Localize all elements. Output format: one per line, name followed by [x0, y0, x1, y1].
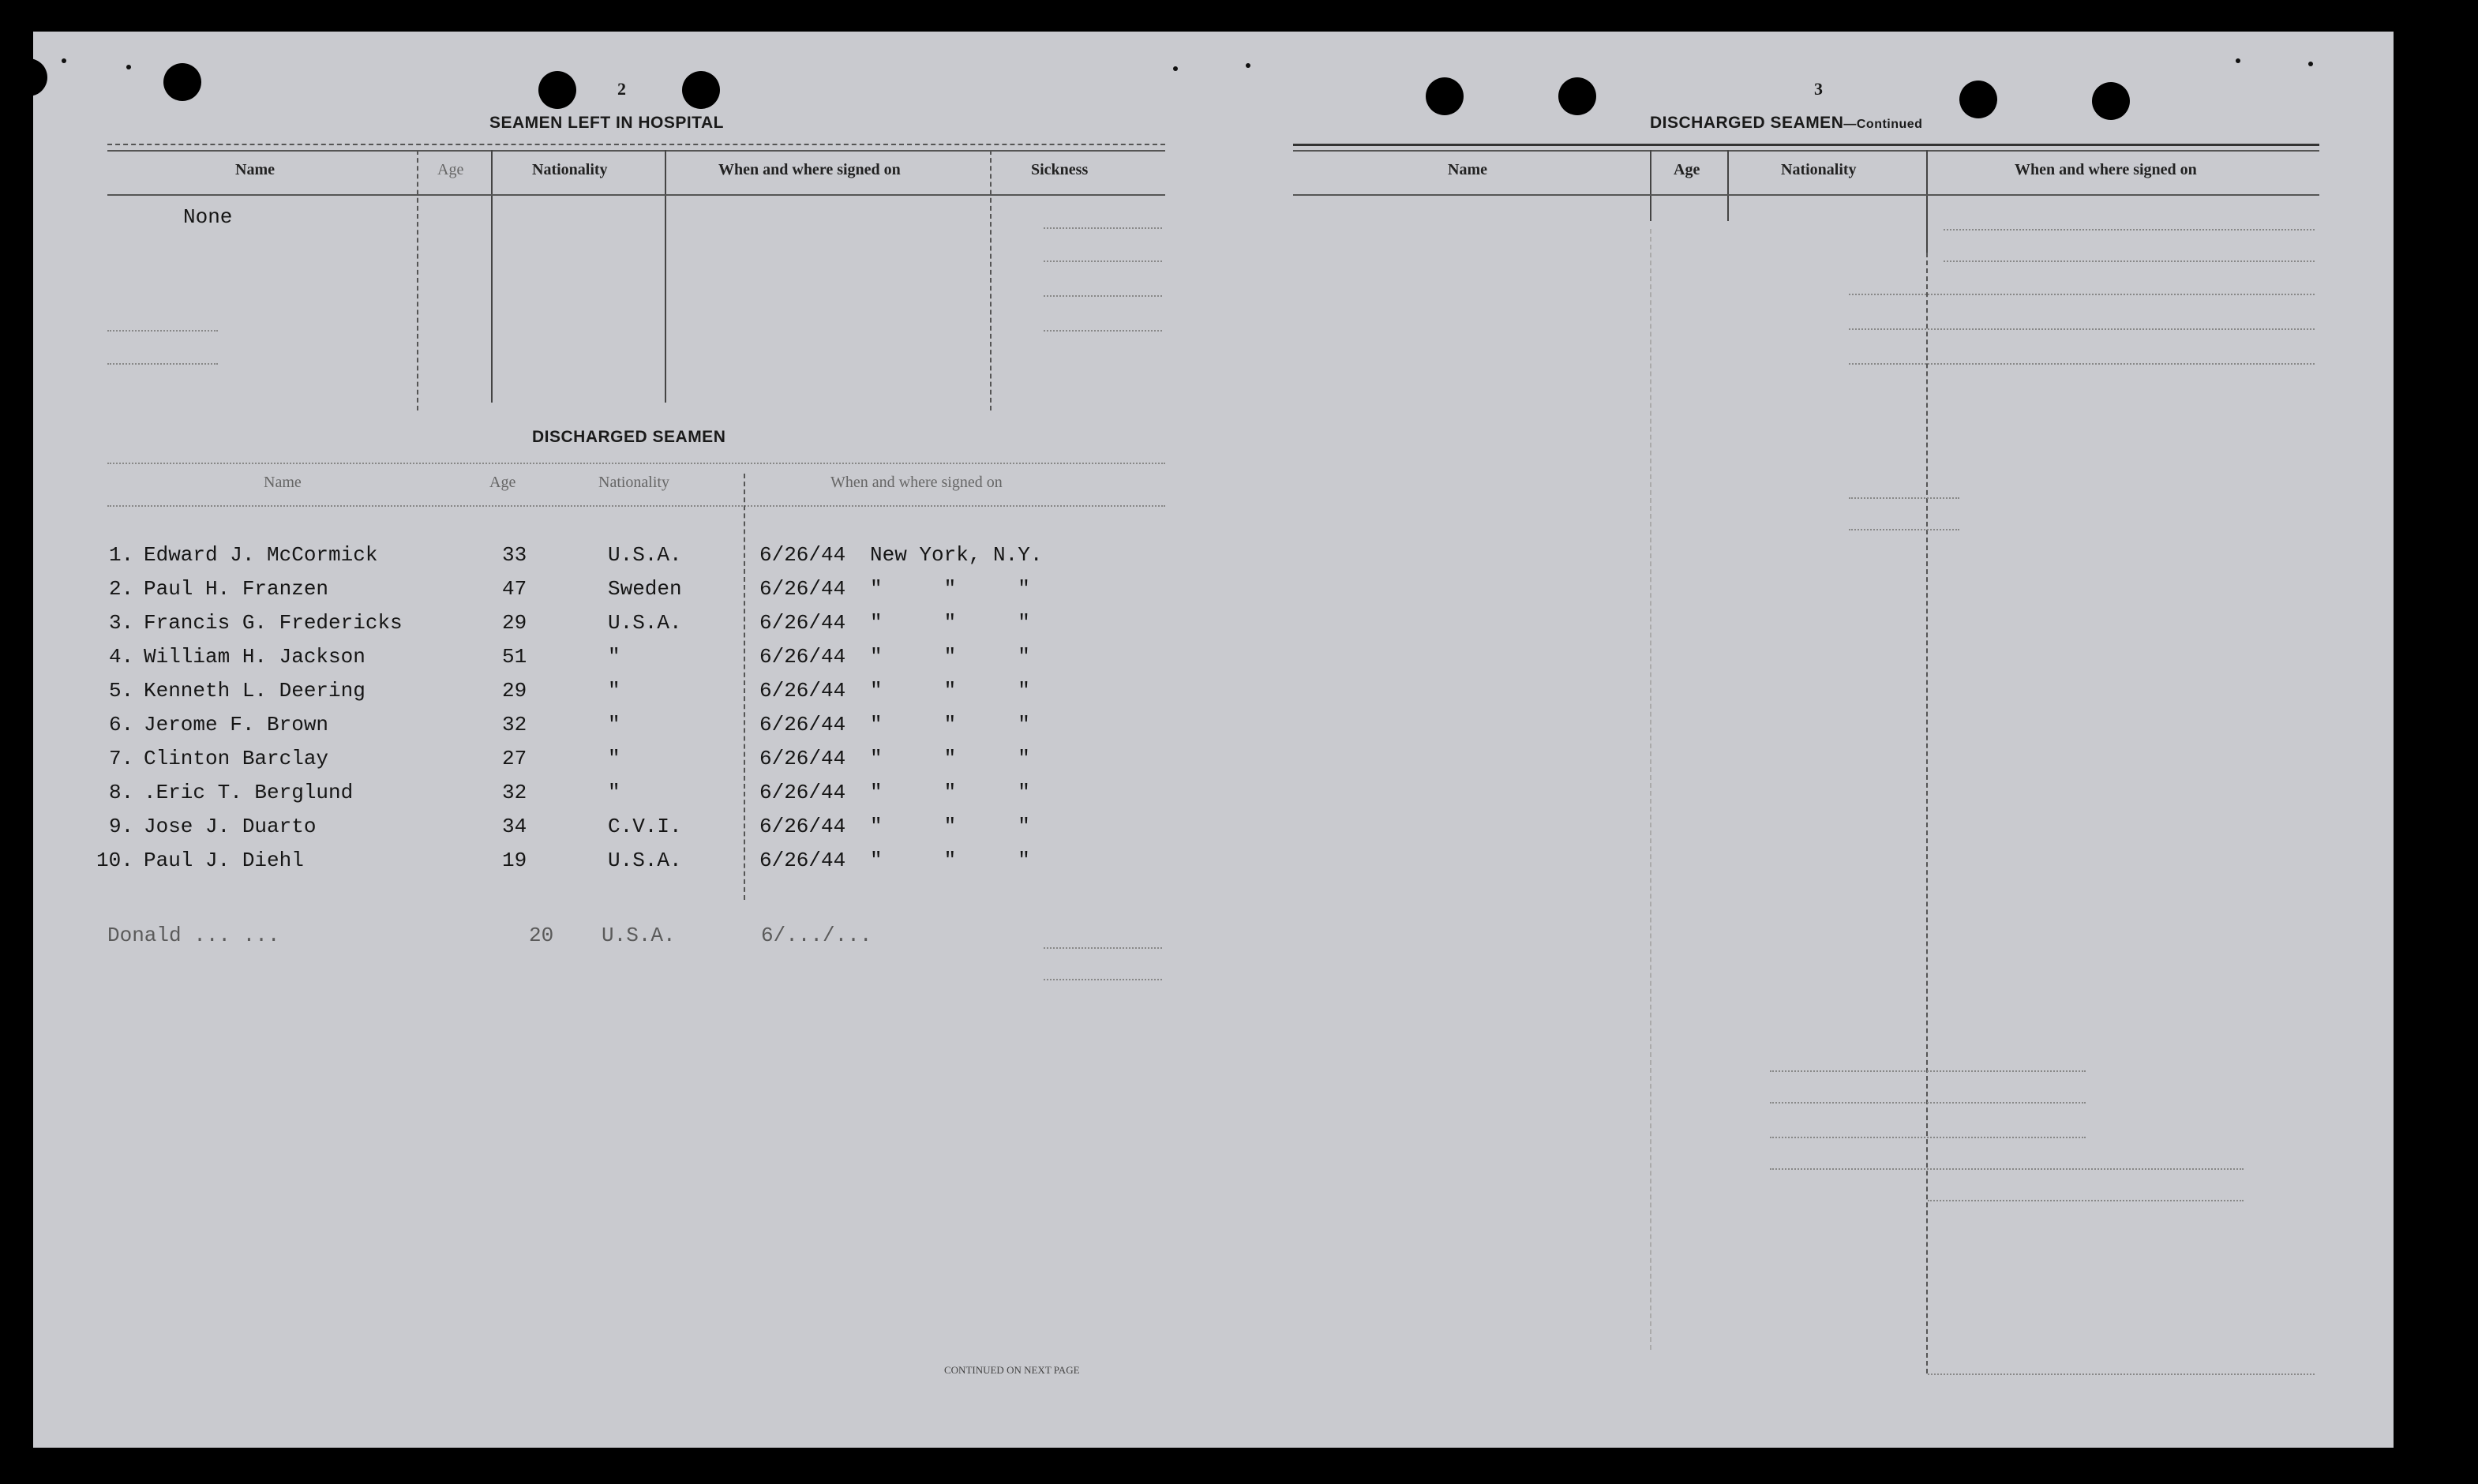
hospital-top-rule-2	[107, 150, 1165, 152]
hospital-row-rule	[1044, 260, 1162, 262]
faded-row-nationality: U.S.A.	[602, 924, 676, 947]
signed-on-date: 6/26/44	[759, 577, 846, 601]
right-header-rule	[1293, 194, 2319, 196]
speck	[1246, 63, 1250, 68]
signed-on-place: " " "	[870, 611, 1030, 635]
seaman-nationality: "	[608, 713, 620, 736]
hospital-row-rule	[1044, 227, 1162, 229]
hospital-col-divider	[491, 150, 493, 403]
right-row-rule	[1849, 328, 2315, 330]
right-row-rule	[1849, 363, 2315, 365]
hospital-section-title: SEAMEN LEFT IN HOSPITAL	[489, 114, 724, 132]
row-number: 5.	[109, 679, 134, 703]
right-col-name: Name	[1448, 161, 1487, 178]
seaman-name: Paul H. Franzen	[144, 577, 329, 601]
seaman-nationality: U.S.A.	[608, 611, 682, 635]
seaman-name: Edward J. McCormick	[144, 543, 378, 567]
punch-hole	[9, 58, 47, 96]
page-number-right: 3	[1814, 79, 1823, 99]
hospital-row-rule	[1044, 330, 1162, 332]
seaman-age: 32	[502, 781, 527, 804]
speck	[1173, 66, 1178, 71]
right-title-main: DISCHARGED SEAMEN	[1650, 114, 1844, 132]
right-row-rule	[1849, 497, 1959, 499]
discharged-col-nationality: Nationality	[598, 474, 669, 491]
discharged-col-divider	[744, 474, 745, 900]
seaman-age: 29	[502, 611, 527, 635]
hospital-top-rule	[107, 144, 1165, 145]
signed-on-date: 6/26/44	[759, 611, 846, 635]
right-col-divider	[1727, 150, 1729, 221]
page-number-left: 2	[617, 79, 626, 99]
right-col-divider	[1650, 229, 1651, 1350]
signed-on-date: 6/26/44	[759, 645, 846, 669]
seaman-age: 19	[502, 849, 527, 872]
hospital-row-rule	[107, 363, 218, 365]
row-rule	[1044, 979, 1162, 980]
hospital-row-rule	[107, 330, 218, 332]
row-number: 1.	[109, 543, 134, 567]
seaman-name: Francis G. Fredericks	[144, 611, 403, 635]
hospital-col-divider	[990, 150, 992, 410]
seaman-age: 27	[502, 747, 527, 770]
faded-row-age: 20	[529, 924, 554, 947]
seaman-name: Paul J. Diehl	[144, 849, 304, 872]
right-col-divider	[1926, 253, 1928, 1373]
row-rule	[1044, 947, 1162, 949]
discharged-section-title: DISCHARGED SEAMEN	[532, 428, 726, 446]
faded-row-date: 6/.../...	[761, 924, 872, 947]
seaman-nationality: "	[608, 747, 620, 770]
seaman-nationality: Sweden	[608, 577, 682, 601]
right-top-rule-2	[1293, 150, 2319, 152]
speck	[2308, 62, 2313, 66]
row-number: 4.	[109, 645, 134, 669]
seaman-name: William H. Jackson	[144, 645, 366, 669]
seaman-name: Jose J. Duarto	[144, 815, 317, 838]
right-row-rule	[1849, 294, 2315, 295]
seaman-name: Clinton Barclay	[144, 747, 329, 770]
punch-hole	[538, 71, 576, 109]
row-number: 10.	[96, 849, 133, 872]
speck	[2236, 58, 2240, 63]
seaman-nationality: "	[608, 781, 620, 804]
right-row-rule	[1770, 1168, 2244, 1170]
speck	[126, 65, 131, 69]
discharged-col-name: Name	[264, 474, 302, 491]
seaman-name: Kenneth L. Deering	[144, 679, 366, 703]
signed-on-place: " " "	[870, 849, 1030, 872]
signed-on-date: 6/26/44	[759, 679, 846, 703]
seaman-name: Jerome F. Brown	[144, 713, 329, 736]
right-top-rule	[1293, 144, 2319, 146]
right-section-title	[1650, 114, 1922, 133]
signed-on-place: " " "	[870, 577, 1030, 601]
seaman-nationality: U.S.A.	[608, 543, 682, 567]
seaman-age: 34	[502, 815, 527, 838]
signed-on-date: 6/26/44	[759, 543, 846, 567]
signed-on-date: 6/26/44	[759, 781, 846, 804]
seaman-age: 33	[502, 543, 527, 567]
punch-hole	[1426, 77, 1464, 115]
hospital-col-signed-on: When and where signed on	[718, 161, 901, 178]
right-row-rule	[1849, 529, 1959, 530]
right-row-rule	[1928, 1200, 2244, 1201]
faded-row-name: Donald ... ...	[107, 924, 280, 947]
right-row-rule	[1944, 260, 2315, 262]
hospital-col-name: Name	[235, 161, 275, 178]
row-number: 7.	[109, 747, 134, 770]
signed-on-place: " " "	[870, 645, 1030, 669]
discharged-top-rule	[107, 463, 1165, 464]
seaman-nationality: "	[608, 645, 620, 669]
signed-on-place: " " "	[870, 781, 1030, 804]
right-col-divider	[1926, 150, 1928, 253]
signed-on-place: " " "	[870, 679, 1030, 703]
hospital-col-divider	[665, 150, 666, 403]
right-title-suffix: —Continued	[1843, 118, 1923, 131]
seaman-nationality: C.V.I.	[608, 815, 682, 838]
row-number: 3.	[109, 611, 134, 635]
right-col-age: Age	[1674, 161, 1700, 178]
seaman-nationality: U.S.A.	[608, 849, 682, 872]
hospital-header-rule	[107, 194, 1165, 196]
right-row-rule	[1770, 1102, 2086, 1104]
right-row-rule	[1770, 1070, 2086, 1072]
document-sheet	[33, 32, 2394, 1448]
hospital-col-sickness: Sickness	[1031, 161, 1089, 178]
right-col-signed-on: When and where signed on	[2015, 161, 2197, 178]
hospital-col-divider	[417, 150, 418, 410]
right-col-nationality: Nationality	[1781, 161, 1857, 178]
right-row-rule	[1770, 1137, 2086, 1138]
discharged-header-rule	[107, 505, 1165, 507]
footer-continued: CONTINUED ON NEXT PAGE	[944, 1364, 1080, 1376]
signed-on-place: New York, N.Y.	[870, 543, 1043, 567]
right-col-divider	[1650, 150, 1651, 221]
hospital-col-nationality: Nationality	[532, 161, 608, 178]
right-row-rule	[1944, 229, 2315, 230]
row-number: 6.	[109, 713, 134, 736]
punch-hole	[682, 71, 720, 109]
punch-hole	[163, 63, 201, 101]
hospital-col-age: Age	[437, 161, 464, 178]
punch-hole	[1959, 81, 1997, 118]
row-number: 2.	[109, 577, 134, 601]
signed-on-date: 6/26/44	[759, 747, 846, 770]
seaman-name: .Eric T. Berglund	[144, 781, 354, 804]
row-number: 8.	[109, 781, 134, 804]
punch-hole	[1558, 77, 1596, 115]
discharged-col-age: Age	[489, 474, 516, 491]
seaman-age: 51	[502, 645, 527, 669]
seaman-age: 47	[502, 577, 527, 601]
speck	[62, 58, 66, 63]
seaman-age: 29	[502, 679, 527, 703]
signed-on-place: " " "	[870, 713, 1030, 736]
discharged-col-signed-on: When and where signed on	[830, 474, 1003, 491]
seaman-age: 32	[502, 713, 527, 736]
row-number: 9.	[109, 815, 134, 838]
signed-on-date: 6/26/44	[759, 815, 846, 838]
hospital-entry-none: None	[183, 205, 233, 229]
hospital-row-rule	[1044, 295, 1162, 297]
signed-on-date: 6/26/44	[759, 713, 846, 736]
signed-on-place: " " "	[870, 747, 1030, 770]
signed-on-date: 6/26/44	[759, 849, 846, 872]
right-row-rule	[1928, 1373, 2315, 1375]
signed-on-place: " " "	[870, 815, 1030, 838]
seaman-nationality: "	[608, 679, 620, 703]
punch-hole	[2092, 82, 2130, 120]
